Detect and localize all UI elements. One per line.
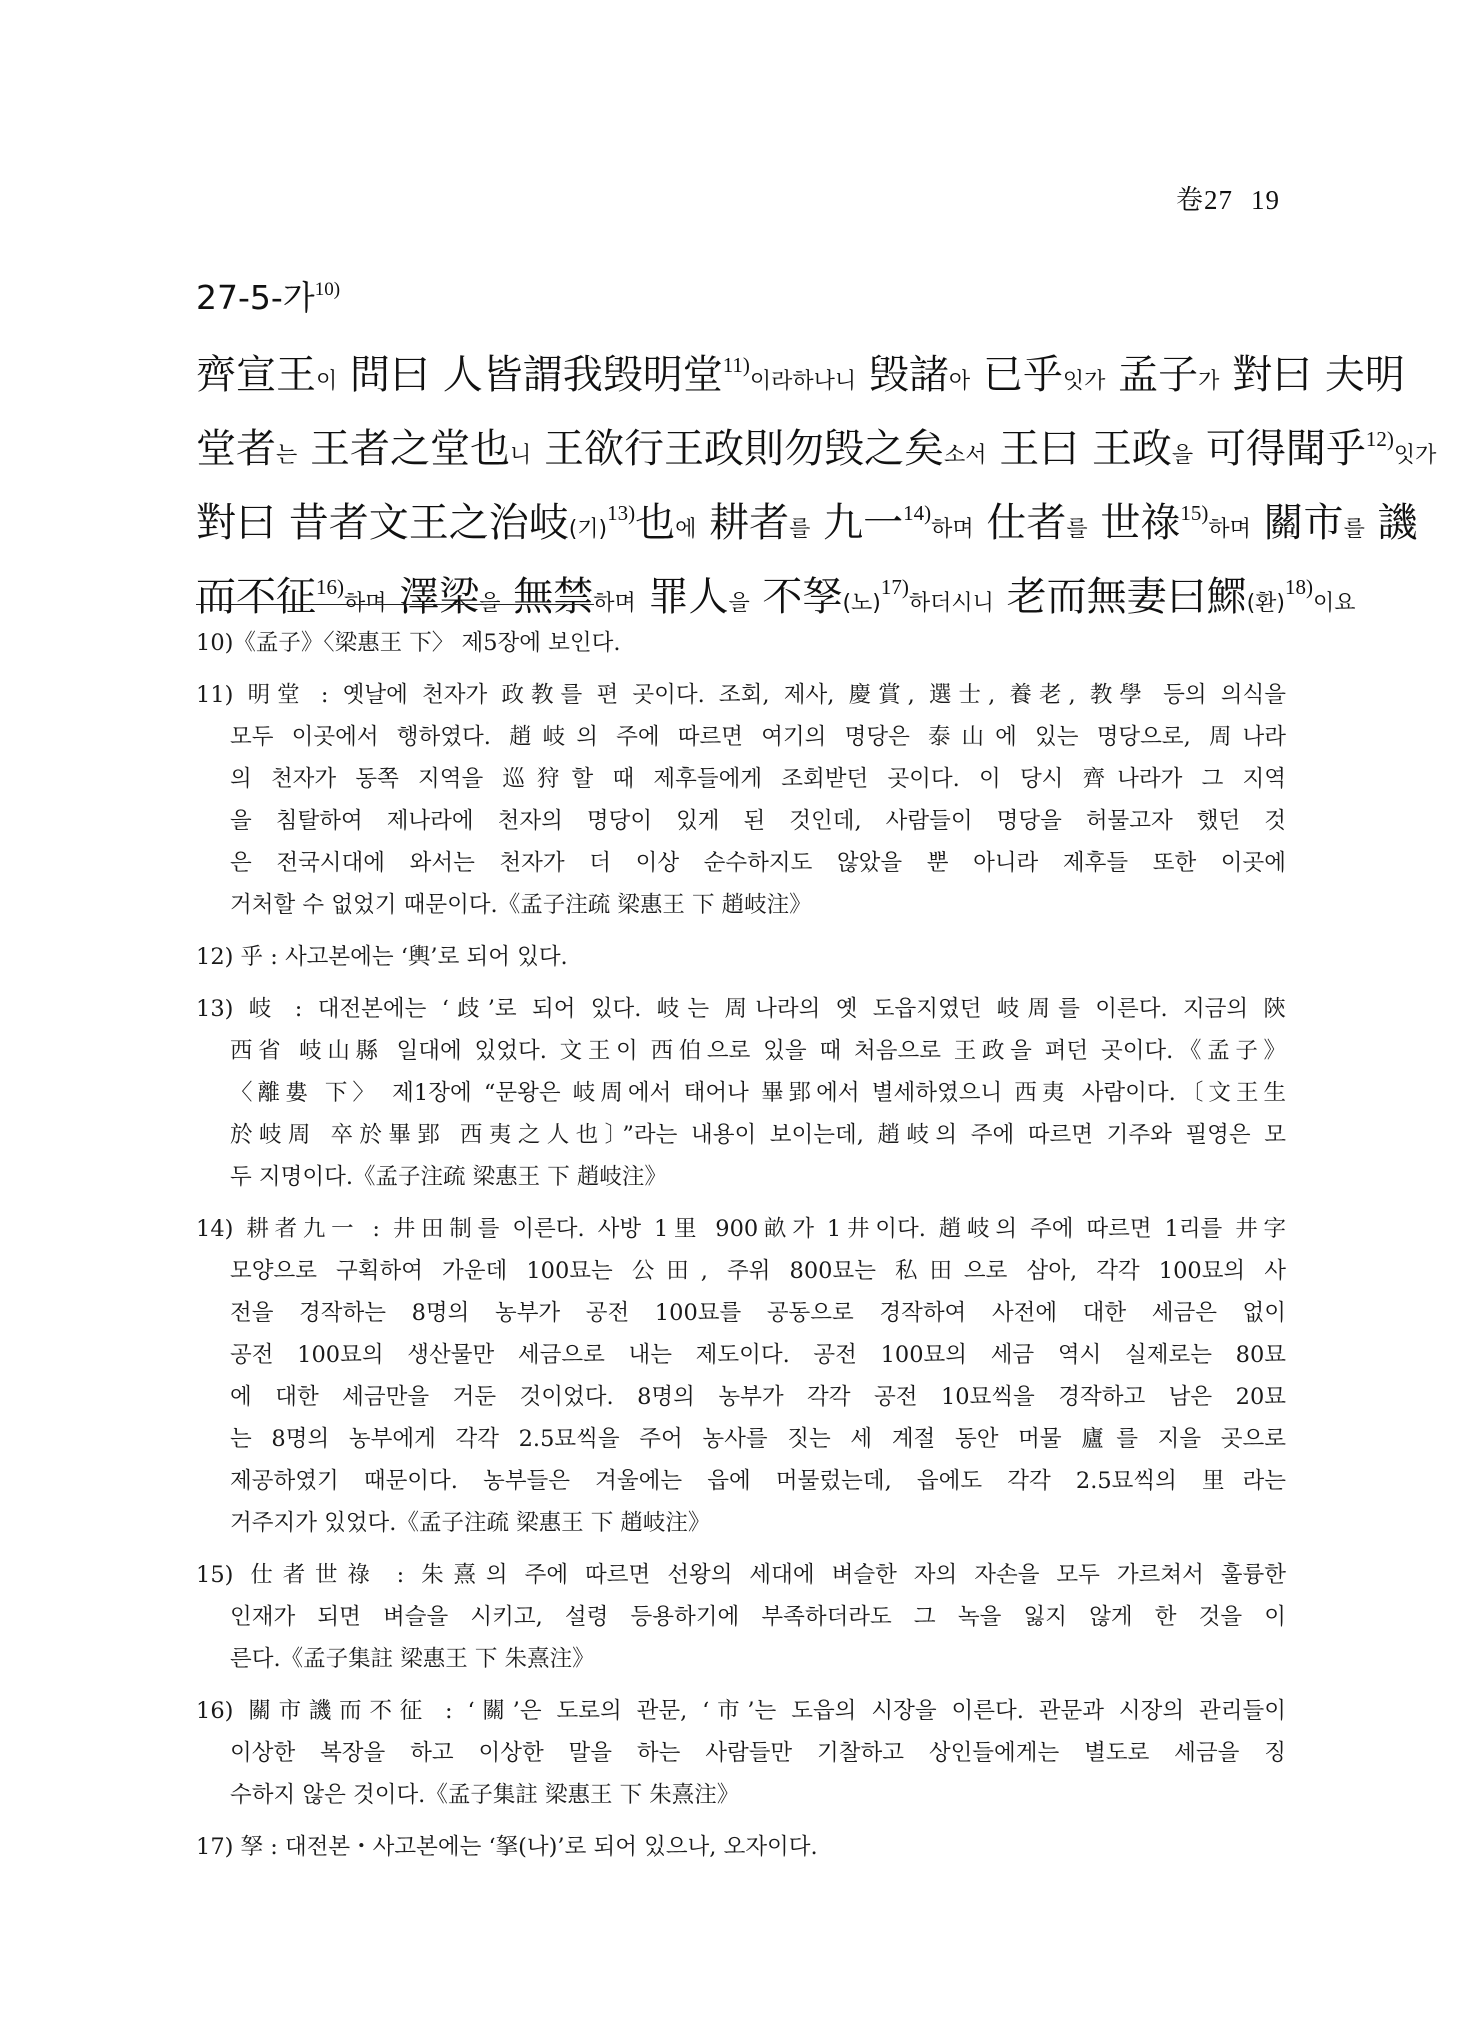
footnote-line: 11) 明堂 : 옛날에 천자가 政教를 편 곳이다. 조회, 제사, 慶賞, 選士, 養老, 教學 등의 의식을 [196, 682, 1286, 708]
gloss-text: 하며 [1208, 517, 1251, 542]
main-text-line [196, 328, 1405, 402]
classical-text: 而不征 [196, 574, 316, 620]
gloss-text: 잇가 [1062, 369, 1106, 394]
classical-text: 孟子 [1105, 352, 1199, 398]
footnote-line: 모두 이곳에서 행하였다. 趙岐의 주에 따르면 여기의 명당은 泰山에 있는 명당으로, 周나라 [230, 724, 1286, 750]
footnote-line: 을 침탈하여 제나라에 천자의 명당이 있게 된 것인데, 사람들이 명당을 허물고자 했던 것 [230, 808, 1286, 834]
classical-text: 關市 [1250, 500, 1344, 546]
classical-text: 罪人 [635, 574, 729, 620]
footnote [196, 1690, 1286, 1816]
classical-text: 對曰 夫明 [1219, 352, 1405, 398]
footnote [196, 988, 1286, 1198]
footnote [196, 674, 1286, 926]
main-text-line [196, 550, 1356, 624]
footnote-line: 전을 경작하는 8명의 농부가 공전 100묘를 공동으로 경작하여 사전에 대한 세금은 없이 [230, 1300, 1286, 1326]
gloss-text: 이라하나니 [749, 369, 857, 394]
main-text [196, 328, 1437, 624]
footnote [196, 1208, 1286, 1544]
classical-text: 不孥 [749, 574, 843, 620]
footnote-line: 12) 乎 : 사고본에는 ‘輿’로 되어 있다. [196, 944, 568, 970]
footnote-line: 이상한 복장을 하고 이상한 말을 하는 사람들만 기찰하고 상인들에게는 별도로 세금을 징 [230, 1740, 1286, 1766]
footnote-line: 두 지명이다.《孟子注疏 梁惠王 下 趙岐注》 [230, 1164, 667, 1190]
footnote [196, 936, 1286, 978]
footnote-ref: 14) [903, 501, 932, 525]
footnote-line: 는 8명의 농부에게 각각 2.5묘씩을 주어 농사를 짓는 세 계절 동안 머물 廬를 지을 곳으로 [230, 1426, 1286, 1452]
gloss-text: 를 [1066, 517, 1088, 542]
footnote-line: 西省 岐山縣 일대에 있었다. 文王이 西伯으로 있을 때 처음으로 王政을 펴던 곳이다.《孟子》 [230, 1038, 1286, 1064]
gloss-text: 하더시니 [908, 591, 994, 616]
footnote-ref: 13) [607, 501, 636, 525]
footnote-line: 수하지 않은 것이다.《孟子集註 梁惠王 下 朱熹注》 [230, 1782, 740, 1808]
classical-text: 堂者 [196, 426, 276, 472]
classical-text: 耕者 [696, 500, 790, 546]
main-text-line [196, 402, 1437, 476]
gloss-text: (환) [1246, 591, 1286, 616]
gloss-text: 를 [1343, 517, 1365, 542]
gloss-text: (노) [842, 591, 881, 616]
footnote-line: 에 대한 세금만을 거둔 것이었다. 8명의 농부가 각각 공전 10묘씩을 경작하고 남은 20묘 [230, 1384, 1286, 1410]
gloss-text: 을 [479, 591, 501, 616]
running-header [1158, 178, 1280, 217]
footnote-line: 거처할 수 없었기 때문이다.《孟子注疏 梁惠王 下 趙岐注》 [230, 892, 812, 918]
classical-text: 王者之堂也 [297, 426, 510, 472]
classical-text: 也 [635, 500, 676, 546]
footnotes [196, 622, 1286, 1878]
footnote-line: 15) 仕者世祿 : 朱熹의 주에 따르면 선왕의 세대에 벼슬한 자의 자손을 모두 가르쳐서 훌륭한 [196, 1562, 1286, 1588]
classical-text: 問曰 人皆謂我毁明堂 [337, 352, 723, 398]
footnote-line: 제공하였기 때문이다. 농부들은 겨울에는 읍에 머물렀는데, 읍에도 각각 2.5묘씩의 里라는 [230, 1468, 1286, 1494]
gloss-text: 소서 [943, 443, 987, 468]
footnote-line: 인재가 되면 벼슬을 시키고, 설령 등용하기에 부족하더라도 그 녹을 잃지 않게 한 것을 이 [230, 1604, 1286, 1630]
footnote-ref: 15) [1180, 501, 1209, 525]
footnote-line: 모양으로 구획하여 가운데 100묘는 公田, 주위 800묘는 私田으로 삼아, 각각 100묘의 사 [230, 1258, 1286, 1284]
classical-text: 九一 [810, 500, 904, 546]
footnote-line: 은 전국시대에 와서는 천자가 더 이상 순수하지도 않았을 뿐 아니라 제후들 또한 이곳에 [230, 850, 1286, 876]
classical-text: 王曰 王政 [986, 426, 1172, 472]
classical-text: 無禁 [500, 574, 594, 620]
classical-text: 齊宣王 [196, 352, 316, 398]
gloss-text: 하며 [344, 591, 387, 616]
classical-text: 毁諸 [856, 352, 949, 398]
classical-text: 澤梁 [386, 574, 480, 620]
volume-label: 卷27 [1176, 185, 1233, 215]
footnote-line: 14) 耕者九一 : 井田制를 이른다. 사방 1里 900畝가 1井이다. 趙岐의 주에 따르면 1리를 井字 [196, 1216, 1286, 1242]
classical-text: 已乎 [970, 352, 1063, 398]
footnote-line: 13) 岐 : 대전본에는 ‘歧’로 되어 있다. 岐는 周나라의 옛 도읍지였던 岐周를 이른다. 지금의 陝 [196, 996, 1286, 1022]
footnote-line: 〈離婁 下〉 제1장에 “문왕은 岐周에서 태어나 畢郢에서 별세하였으니 西夷 사람이다.〔文王生 [230, 1080, 1286, 1106]
gloss-text: 이 [316, 369, 338, 394]
classical-text: 世祿 [1087, 500, 1181, 546]
footnote-ref: 18) [1285, 575, 1314, 599]
page-number: 19 [1251, 185, 1280, 215]
footnote-line: 17) 孥 : 대전본・사고본에는 ‘拏(나)’로 되어 있으나, 오자이다. [196, 1834, 818, 1860]
gloss-text: 는 [276, 443, 298, 468]
footnote [196, 1554, 1286, 1680]
footnote-ref: 11) [722, 353, 750, 377]
gloss-text: 가 [1198, 369, 1220, 394]
gloss-text: 하며 [593, 591, 636, 616]
gloss-text: 에 [675, 517, 697, 542]
classical-text: 王欲行王政則勿毁之矣 [531, 426, 944, 472]
classical-text: 老而無妻曰鰥 [993, 574, 1247, 620]
footnote-line: 공전 100묘의 생산물만 세금으로 내는 제도이다. 공전 100묘의 세금 역시 실제로는 80묘 [230, 1342, 1286, 1368]
classical-text: 仕者 [973, 500, 1067, 546]
gloss-text: 을 [1171, 443, 1194, 468]
footnote-line: 於岐周 卒於畢郢 西夷之人也〕”라는 내용이 보이는데, 趙岐의 주에 따르면 기주와 필영은 모 [230, 1122, 1286, 1148]
classical-text: 可得聞乎 [1193, 426, 1366, 472]
gloss-text: 를 [789, 517, 811, 542]
classical-text: 對曰 昔者文王之治岐 [196, 500, 569, 546]
gloss-text: 아 [948, 369, 971, 394]
gloss-text: 이요 [1313, 591, 1356, 616]
section-heading [196, 272, 340, 319]
footnote [196, 622, 1286, 664]
footnote-line: 른다.《孟子集註 梁惠王 下 朱熹注》 [230, 1646, 595, 1672]
footnote-ref: 17) [880, 575, 909, 599]
section-id: 27-5-가 [196, 278, 315, 317]
footnote-ref: 16) [316, 575, 344, 599]
footnote-line: 16) 關市譏而不征 : ‘關’은 도로의 관문, ‘市’는 도읍의 시장을 이른다. 관문과 시장의 관리들이 [196, 1698, 1286, 1724]
gloss-text: 하며 [931, 517, 974, 542]
footnote [196, 1826, 1286, 1868]
footnote-line: 거주지가 있었다.《孟子注疏 梁惠王 下 趙岐注》 [230, 1510, 711, 1536]
footnote-rule [196, 604, 594, 605]
gloss-text: (기) [568, 517, 608, 542]
footnote-line: 의 천자가 동쪽 지역을 巡狩할 때 제후들에게 조회받던 곳이다. 이 당시 齊나라가 그 지역 [230, 766, 1286, 792]
footnote-line: 10)《孟子》〈梁惠王 下〉 제5장에 보인다. [196, 630, 621, 656]
gloss-text: 을 [728, 591, 750, 616]
main-text-line [196, 476, 1418, 550]
gloss-text: 니 [509, 443, 532, 468]
footnote-ref: 12) [1365, 427, 1394, 451]
footnote-ref: 10) [314, 279, 341, 300]
gloss-text: 잇가 [1393, 443, 1437, 468]
classical-text: 譏 [1364, 500, 1418, 546]
